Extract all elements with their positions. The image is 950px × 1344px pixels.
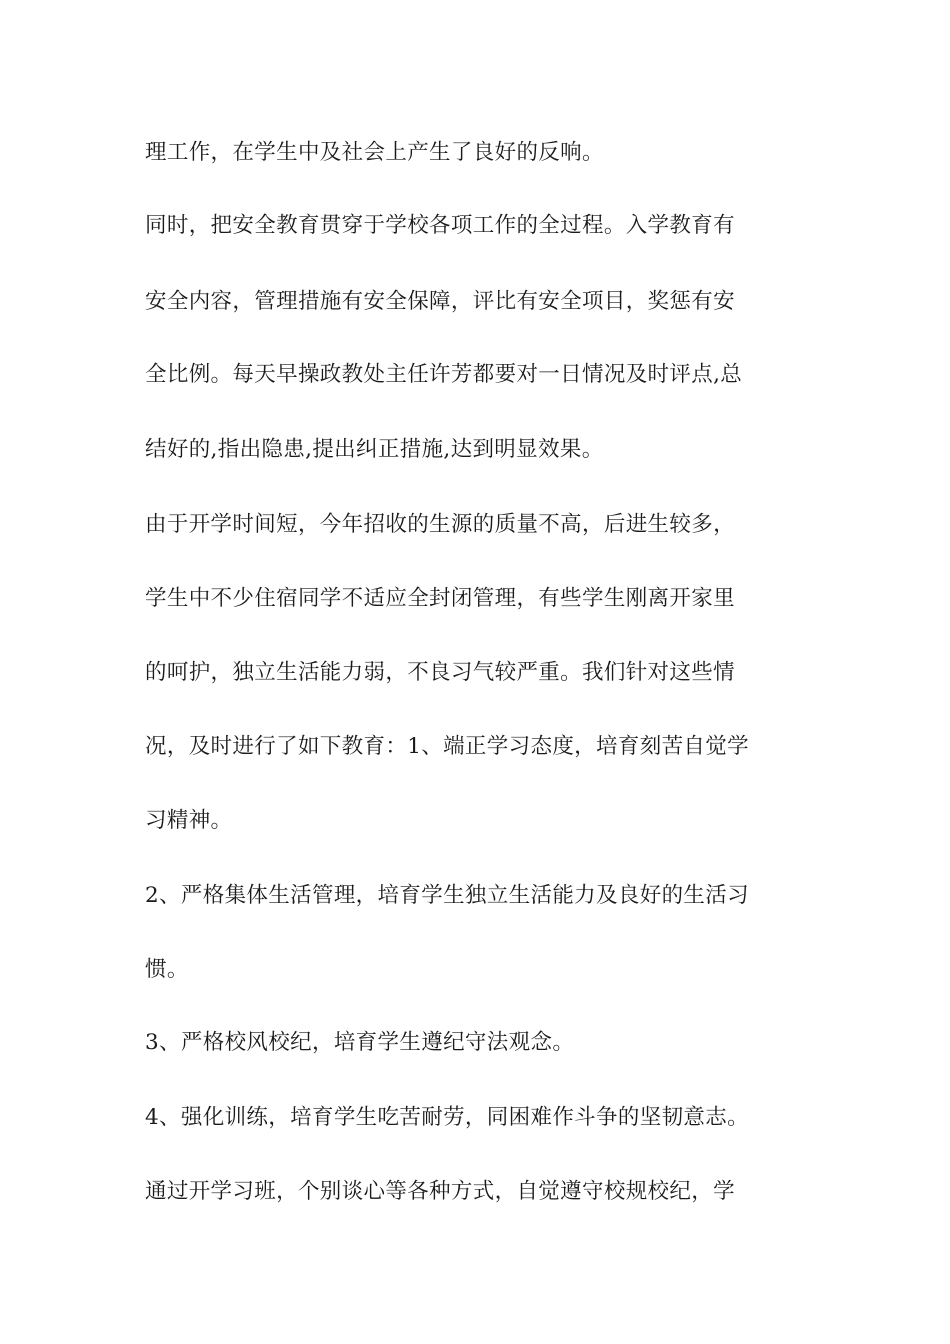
text-line: 学生中不少住宿同学不适应全封闭管理，有些学生刚离开家里 xyxy=(145,586,735,611)
text-line: 结好的,指出隐患,提出纠正措施,达到明显效果。 xyxy=(145,437,604,462)
text-line: 通过开学习班，个别谈心等各种方式，自觉遵守校规校纪，学 xyxy=(145,1179,735,1204)
text-line: 全比例。每天早操政教处主任许芳都要对一日情况及时评点,总 xyxy=(145,362,743,387)
text-line: 惯。 xyxy=(145,957,189,982)
text-line: 3、严格校风校纪，培育学生遵纪守法观念。 xyxy=(145,1030,575,1055)
text-line: 同时，把安全教育贯穿于学校各项工作的全过程。入学教育有 xyxy=(145,213,735,238)
text-line: 的呵护，独立生活能力弱，不良习气较严重。我们针对这些情 xyxy=(145,660,735,685)
text-line: 习精神。 xyxy=(145,808,233,833)
text-line: 况，及时进行了如下教育：1、端正学习态度，培育刻苦自觉学 xyxy=(145,734,749,759)
text-line: 2、严格集体生活管理，培育学生独立生活能力及良好的生活习 xyxy=(145,883,749,908)
text-line: 4、强化训练，培育学生吃苦耐劳，同困难作斗争的坚韧意志。 xyxy=(145,1105,749,1130)
text-line: 由于开学时间短，今年招收的生源的质量不高，后进生较多， xyxy=(145,512,735,537)
text-line: 安全内容，管理措施有安全保障，评比有安全项目，奖惩有安 xyxy=(145,289,735,314)
text-line: 理工作，在学生中及社会上产生了良好的反响。 xyxy=(145,140,604,165)
